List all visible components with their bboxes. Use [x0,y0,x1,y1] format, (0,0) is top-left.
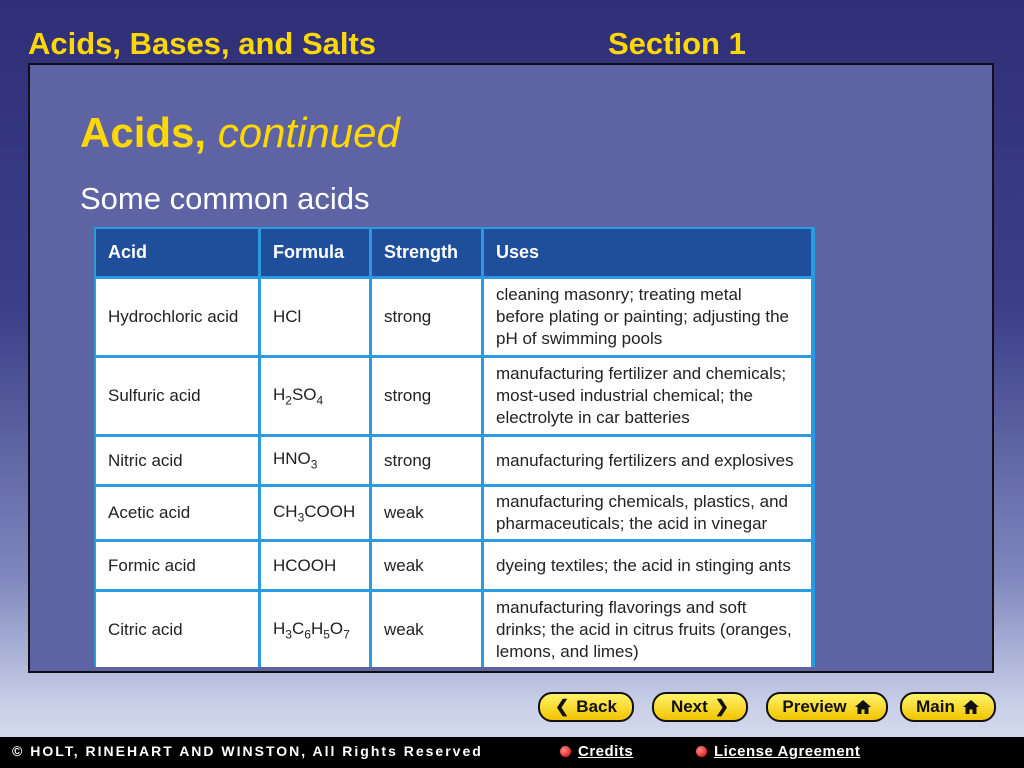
copyright-text: © HOLT, RINEHART AND WINSTON, All Rights Reserved [12,743,483,759]
column-header-acid: Acid [96,229,258,276]
strength-cell: strong [372,437,481,484]
column-header-formula: Formula [261,229,369,276]
uses-line: drinks; the acid in citrus fruits (oranges, [496,620,792,639]
formula-part: H [273,384,286,404]
chevron-right-icon: ❯ [714,697,730,716]
formula-subscript: 3 [285,627,292,642]
slide-title [80,109,400,157]
formula-part: COOH [304,501,356,521]
strength-cell: strong [372,279,481,355]
uses-cell [484,437,811,484]
acids-table-container [94,227,815,667]
formula-part: SO [291,384,317,404]
uses-line: before plating or painting; adjusting the [496,307,789,326]
strength-cell: strong [372,358,481,434]
table-row [96,279,811,355]
formula-subscript: 3 [297,510,305,525]
formula-subscript: 3 [310,457,318,472]
home-icon [962,699,980,715]
table-row [96,592,811,667]
uses-line: most-used industrial chemical; the [496,386,754,405]
table-row [96,437,811,484]
column-header-uses: Uses [484,229,811,276]
acid-name-cell: Acetic acid [96,487,258,539]
main-button-label: Main [916,697,955,716]
table-header-row [96,229,811,276]
home-icon [854,699,872,715]
slide-title-continued: continued [217,109,400,156]
uses-line: cleaning masonry; treating metal [496,285,742,304]
footer-bar [0,737,1024,768]
uses-line: lemons, and limes) [496,642,639,661]
credits-link[interactable]: Credits [578,743,634,760]
strength-cell: weak [372,542,481,589]
formula-cell [261,437,369,484]
formula-part: O [329,618,344,638]
back-button-label: Back [576,697,617,716]
formula-subscript: 4 [316,393,324,408]
uses-line: pH of swimming pools [496,329,663,348]
uses-line: pharmaceuticals; the acid in vinegar [496,514,768,533]
table-row [96,542,811,589]
formula-part: HCOOH [273,555,337,575]
bullet-icon [560,746,571,757]
chevron-left-icon: ❮ [555,697,570,716]
back-button[interactable] [538,692,634,722]
strength-cell: weak [372,487,481,539]
next-button[interactable] [652,692,748,722]
uses-cell [484,487,811,539]
formula-subscript: 6 [304,627,311,642]
acid-name-cell: Sulfuric acid [96,358,258,434]
license-agreement-link[interactable]: License Agreement [714,743,861,760]
preview-button-label: Preview [782,697,847,716]
formula-part: HCl [273,307,302,326]
table-row [96,487,811,539]
uses-line: dyeing textiles; the acid in stinging ants [496,555,791,575]
uses-line: manufacturing chemicals, plastics, and [496,492,788,511]
formula-subscript: 5 [323,627,330,642]
uses-cell [484,279,811,355]
table-row [96,358,811,434]
content-panel [28,63,994,673]
uses-line: manufacturing fertilizer and chemicals; [496,364,787,383]
slide-title-main: Acids, [80,109,207,156]
formula-part: H [273,618,286,638]
formula-cell [261,592,369,667]
acid-name-cell: Formic acid [96,542,258,589]
acid-name-cell: Citric acid [96,592,258,667]
formula-part: C [291,618,305,638]
bullet-icon [696,746,707,757]
formula-cell [261,279,369,355]
formula-subscript: 7 [343,627,350,642]
acid-name-cell: Nitric acid [96,437,258,484]
formula-part: H [310,618,324,638]
slide-subtitle: Some common acids [80,181,370,216]
formula-part: CH [273,501,298,521]
strength-cell: weak [372,592,481,667]
column-header-strength: Strength [372,229,481,276]
uses-cell [484,592,811,667]
formula-subscript: 2 [285,393,292,408]
preview-button[interactable] [766,692,888,722]
formula-cell [261,487,369,539]
table-body [96,279,811,667]
uses-line: manufacturing fertilizers and explosives [496,450,794,470]
next-button-label: Next [670,697,708,716]
uses-line: manufacturing flavorings and soft [496,598,747,617]
chapter-title: Acids, Bases, and Salts [28,26,377,61]
acids-table [94,227,814,667]
formula-cell [261,542,369,589]
main-button[interactable] [900,692,996,722]
section-label: Section 1 [608,26,746,61]
uses-line: electrolyte in car batteries [496,408,690,427]
acid-name-cell: Hydrochloric acid [96,279,258,355]
formula-part: HNO [273,449,311,469]
formula-cell [261,358,369,434]
uses-cell [484,542,811,589]
uses-cell [484,358,811,434]
